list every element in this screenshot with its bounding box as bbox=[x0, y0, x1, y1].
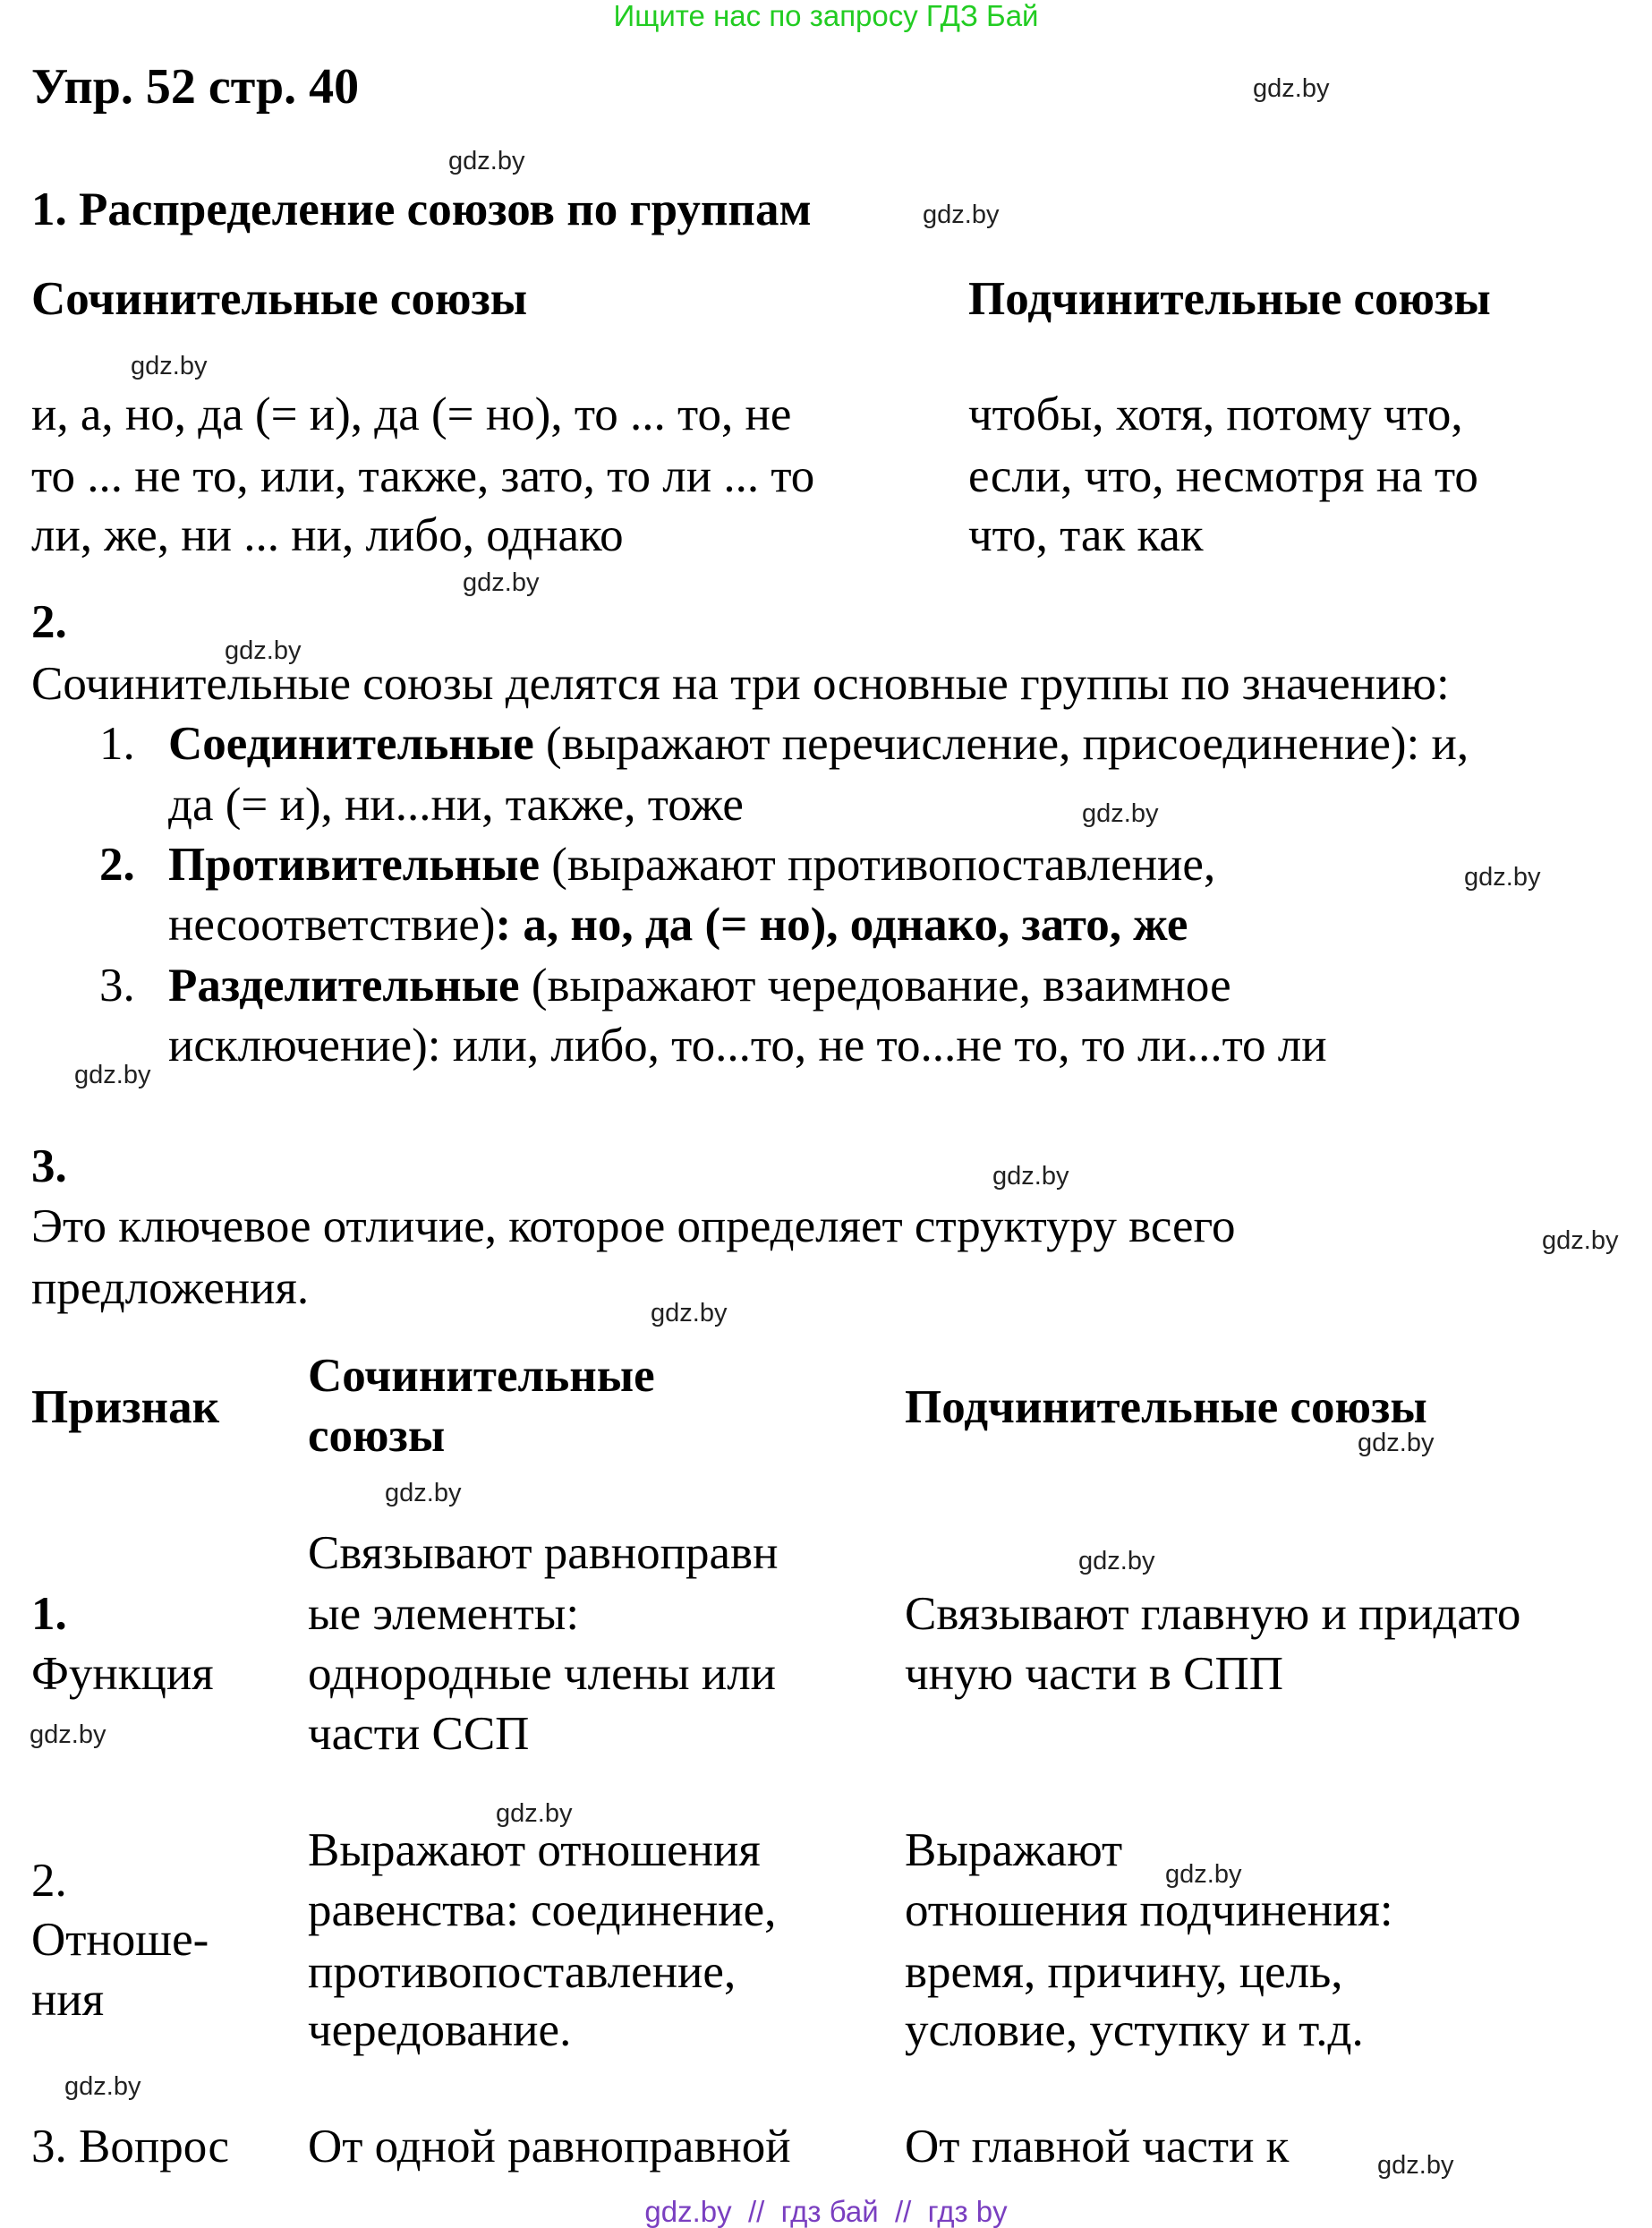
watermark: gdz.by bbox=[496, 1799, 573, 1828]
watermark: gdz.by bbox=[992, 1162, 1069, 1191]
table-header-feature: Признак bbox=[31, 1381, 220, 1433]
list-term: Противительные bbox=[168, 839, 540, 891]
watermark: gdz.by bbox=[1377, 2151, 1454, 2180]
list-item-line: да (= и), ни...ни, также, тоже bbox=[168, 779, 744, 831]
table-cell: 2. bbox=[31, 1855, 67, 1907]
col2-line: если, что, несмотря на то bbox=[968, 450, 1478, 502]
page-title: Упр. 52 стр. 40 bbox=[31, 59, 360, 115]
section3-heading: 3. bbox=[31, 1140, 67, 1192]
watermark: gdz.by bbox=[448, 147, 525, 175]
watermark: gdz.by bbox=[1542, 1226, 1619, 1255]
table-cell: условие, уступку и т.д. bbox=[905, 2004, 1364, 2056]
table-cell: противопоставление, bbox=[308, 1946, 737, 1998]
table-cell: Функция bbox=[31, 1648, 214, 1700]
table-cell: От одной равноправной bbox=[308, 2121, 791, 2173]
table-cell: Связывают главную и придато bbox=[905, 1588, 1521, 1640]
list-text: (выражают противопоставление, bbox=[540, 839, 1216, 891]
table-cell: ния bbox=[31, 1974, 105, 2026]
search-banner[interactable]: Ищите нас по запросу ГДЗ Бай bbox=[613, 0, 1039, 32]
col1-line: то ... не то, или, также, зато, то ли ... то bbox=[31, 450, 815, 502]
col2-line: что, так как bbox=[968, 509, 1204, 561]
section3-text: Это ключевое отличие, которое определяет структуру всего bbox=[31, 1200, 1236, 1252]
table-cell: равенства: соединение, bbox=[308, 1884, 777, 1936]
watermark: gdz.by bbox=[131, 352, 208, 380]
table-cell: Связывают равноправн bbox=[308, 1527, 779, 1579]
watermark: gdz.by bbox=[74, 1061, 151, 1089]
table-cell: части ССП bbox=[308, 1708, 530, 1760]
table-cell: ые элементы: bbox=[308, 1588, 580, 1640]
table-cell: отношения подчинения: bbox=[905, 1884, 1393, 1936]
list-number: 3. bbox=[99, 960, 135, 1012]
table-cell: чередование. bbox=[308, 2004, 572, 2056]
watermark: gdz.by bbox=[64, 2072, 141, 2101]
list-number: 2. bbox=[99, 839, 135, 891]
watermark: gdz.by bbox=[30, 1720, 106, 1749]
watermark: gdz.by bbox=[923, 201, 1000, 229]
list-text: (выражают чередование, взаимное bbox=[519, 960, 1231, 1012]
list-item-line bbox=[168, 714, 1469, 773]
watermark: gdz.by bbox=[225, 636, 302, 665]
col1-line: и, а, но, да (= и), да (= но), то ... то, не bbox=[31, 388, 792, 440]
list-text: (выражают перечисление, присоединение): и, bbox=[533, 718, 1469, 770]
table-cell: Выражают отношения bbox=[308, 1824, 761, 1876]
watermark: gdz.by bbox=[385, 1479, 462, 1507]
footer-links[interactable]: gdz.by // гдз бай // гдз by bbox=[644, 2195, 1008, 2228]
table-cell: время, причину, цель, bbox=[905, 1946, 1343, 1998]
table-header-subordinating: Подчинительные союзы bbox=[905, 1381, 1427, 1433]
table-cell: Отноше- bbox=[31, 1914, 209, 1966]
list-examples: : а, но, да (= но), однако, зато, же bbox=[495, 899, 1188, 951]
watermark: gdz.by bbox=[463, 568, 540, 597]
list-term: Разделительные bbox=[168, 960, 520, 1012]
watermark: gdz.by bbox=[651, 1299, 728, 1327]
section2-heading: 2. bbox=[31, 596, 67, 648]
table-header-coordinating: союзы bbox=[308, 1410, 446, 1462]
col2-title: Подчинительные союзы bbox=[968, 273, 1491, 325]
col1-title: Сочинительные союзы bbox=[31, 273, 528, 325]
table-cell: От главной части к bbox=[905, 2121, 1290, 2173]
list-item-line bbox=[168, 895, 1188, 954]
list-item-line: исключение): или, либо, то...то, не то...не то, то ли...то ли bbox=[168, 1020, 1327, 1071]
watermark: gdz.by bbox=[1165, 1860, 1242, 1889]
table-cell: однородные члены или bbox=[308, 1648, 777, 1700]
section3-text: предложения. bbox=[31, 1262, 310, 1314]
col1-line: ли, же, ни ... ни, либо, однако bbox=[31, 509, 624, 561]
watermark: gdz.by bbox=[1078, 1547, 1155, 1575]
section2-intro: Сочинительные союзы делятся на три основные группы по значению: bbox=[31, 658, 1450, 710]
list-item-line bbox=[168, 956, 1231, 1015]
table-header-coordinating: Сочинительные bbox=[308, 1350, 655, 1402]
list-text: несоответствие) bbox=[168, 899, 496, 951]
table-cell: 1. bbox=[31, 1588, 67, 1640]
list-term: Соединительные bbox=[168, 718, 534, 770]
watermark: gdz.by bbox=[1464, 863, 1541, 892]
watermark: gdz.by bbox=[1082, 799, 1159, 828]
section1-heading: 1. Распределение союзов по группам bbox=[31, 184, 812, 235]
table-cell: Выражают bbox=[905, 1824, 1123, 1876]
table-cell: чную части в СПП bbox=[905, 1648, 1284, 1700]
table-cell: 3. Вопрос bbox=[31, 2121, 230, 2173]
list-number: 1. bbox=[99, 718, 135, 770]
col2-line: чтобы, хотя, потому что, bbox=[968, 388, 1463, 440]
watermark: gdz.by bbox=[1358, 1429, 1435, 1457]
watermark: gdz.by bbox=[1253, 74, 1330, 103]
list-item-line bbox=[168, 835, 1215, 894]
